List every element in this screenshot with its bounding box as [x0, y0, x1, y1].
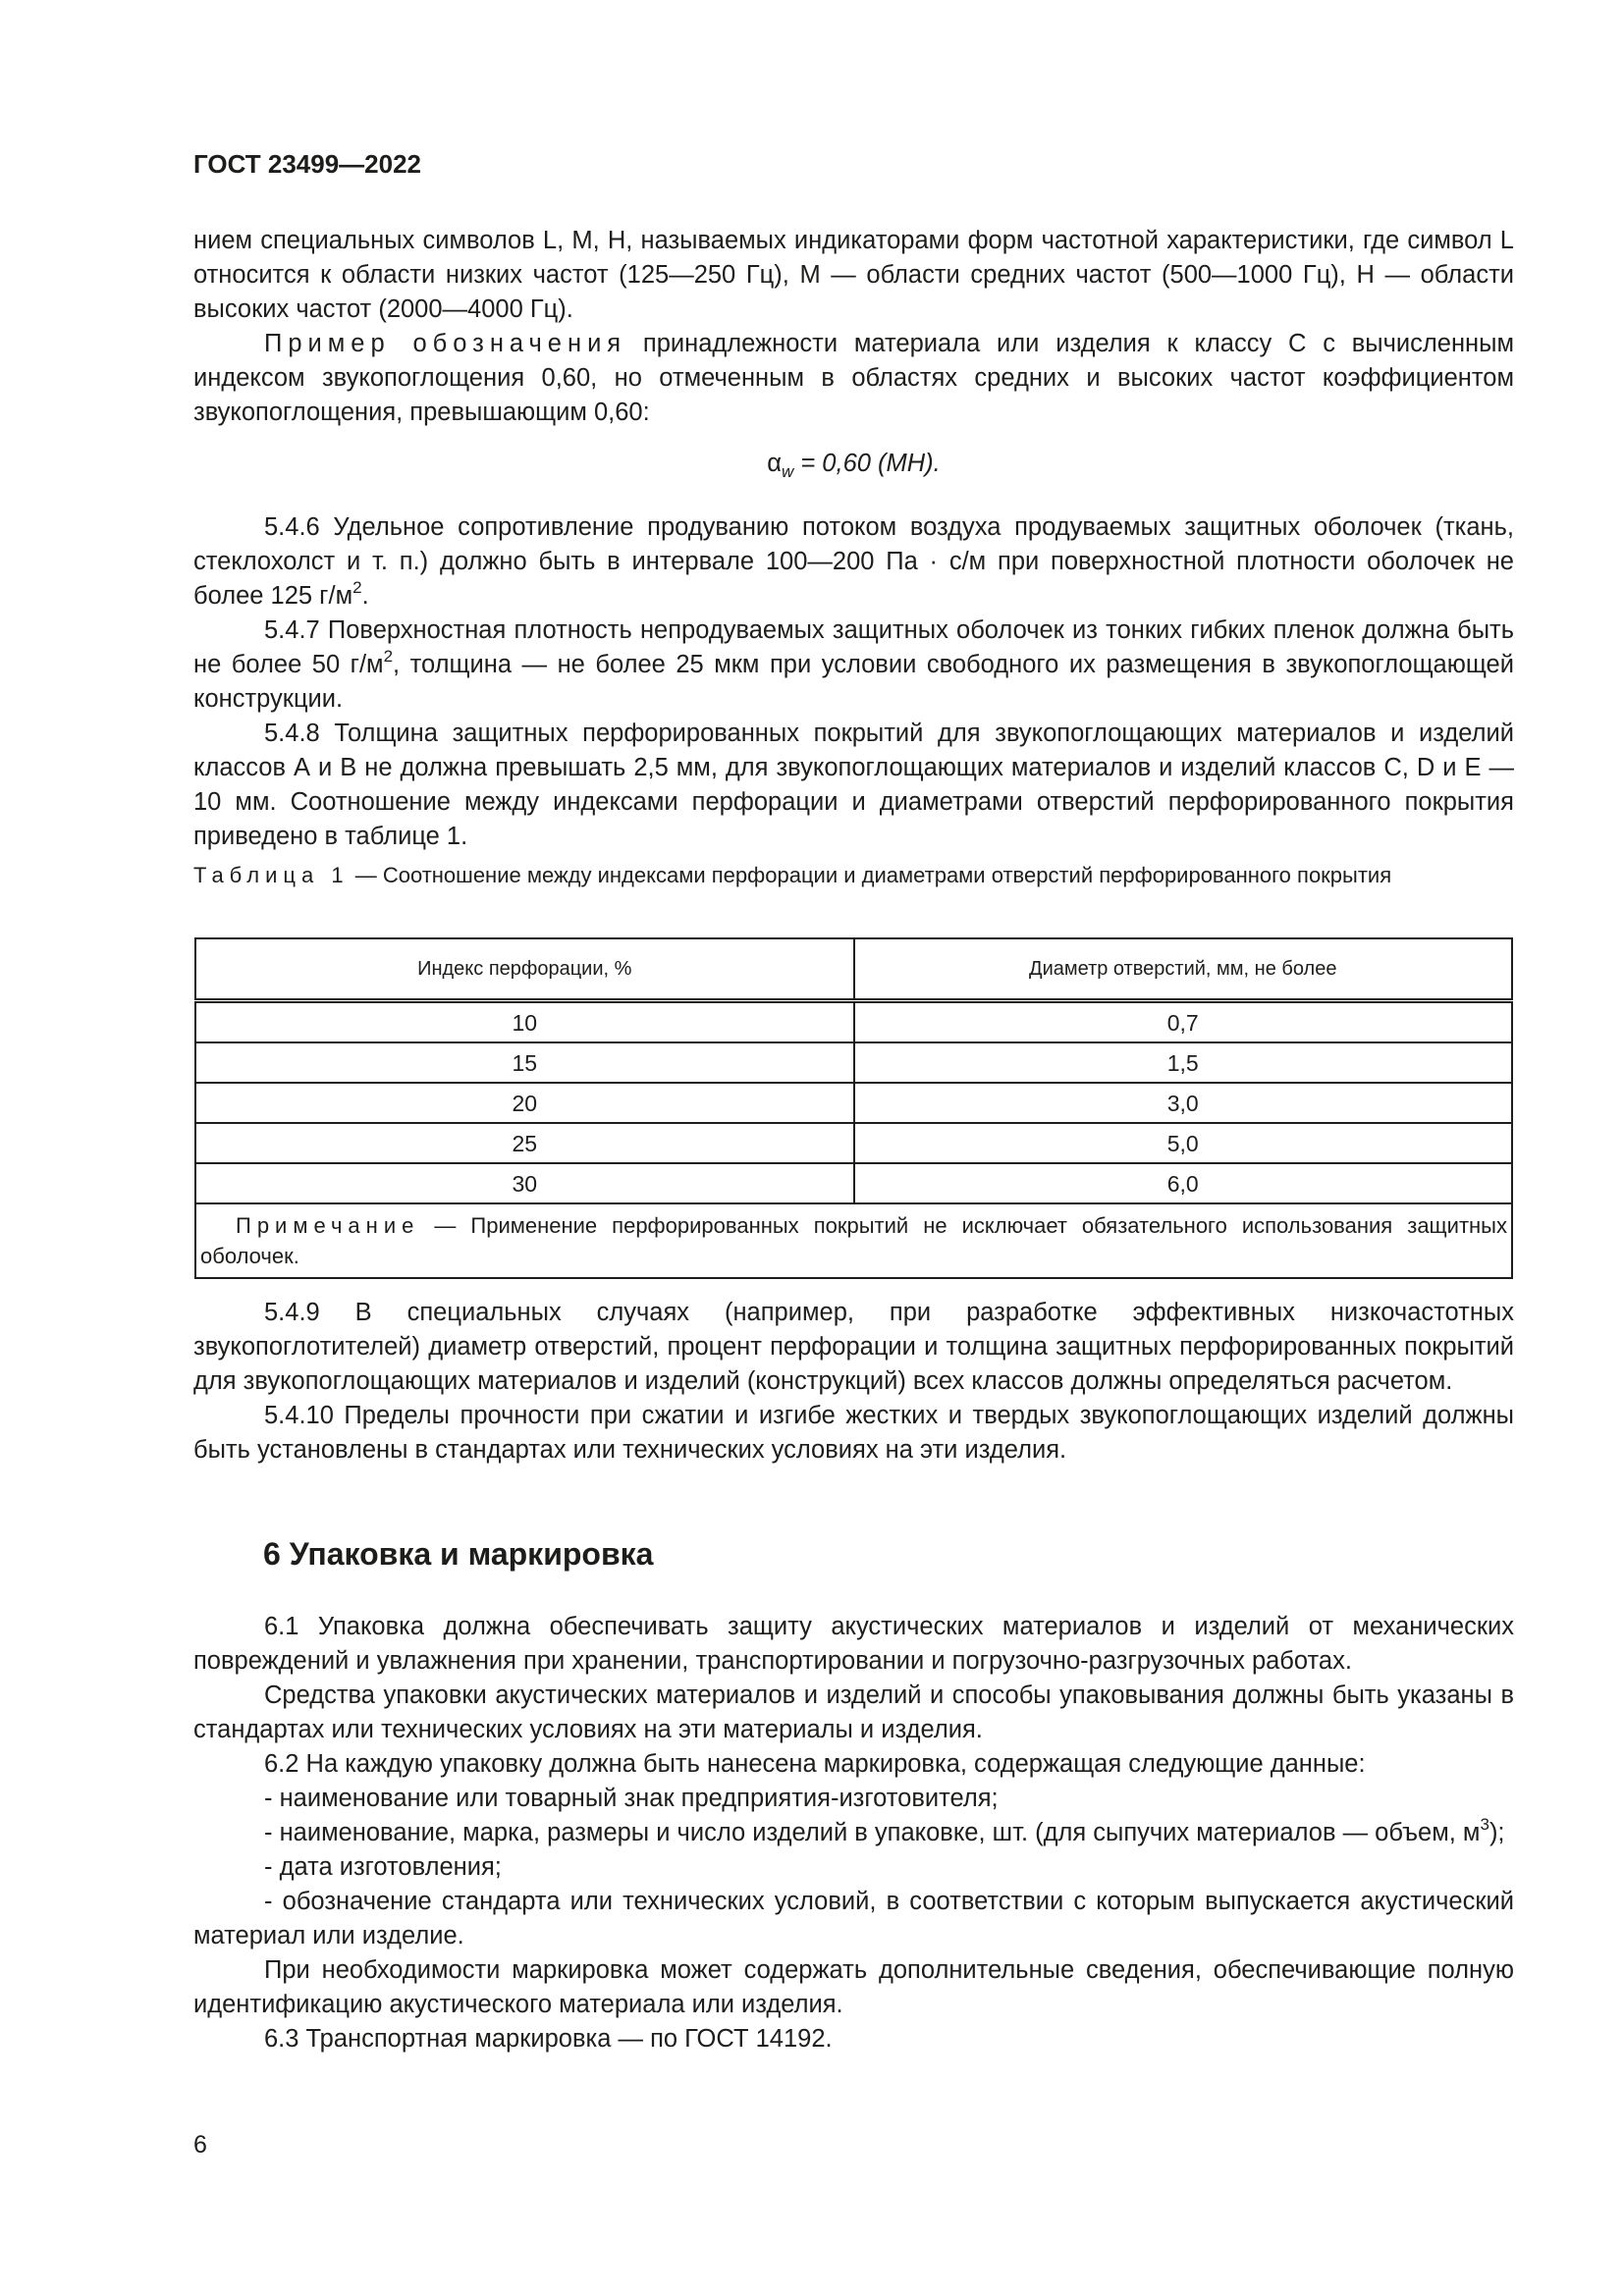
- table-note-label: Примечание: [236, 1213, 420, 1238]
- table-cell: 30: [195, 1163, 854, 1203]
- clause-5-4-7-text: 5.4.7 Поверхностная плотность непродуваемых защитных оболочек из тонких гибких пленок должна быть не более 50 г/м: [193, 616, 1514, 678]
- clause-5-4-9: 5.4.9 В специальных случаях (например, при разработке эффективных низкочастотных звукопоглотителей) диаметр отверстий, процент перфорации и толщина защитных перфорированных покрытий для звукопоглощающих материалов и изделий (конструкций) всех классов должны определяться расчетом.: [193, 1299, 1514, 1395]
- intro-paragraph: нием специальных символов L, M, H, называемых индикаторами форм частотной характеристики, где символ L относится к области низких частот (125—250 Гц), M — области средних частот (500—1000 Гц), H — области высоких частот (2000—4000 Гц).: [193, 227, 1514, 323]
- clause-5-4-7-text-end: , толщина — не более 25 мкм при условии свободного их размещения в звукопоглощающей конструкции.: [193, 651, 1514, 713]
- clause-6-1-continued: Средства упаковки акустических материалов и изделий и способы упаковывания должны быть указаны в стандартах или технических условиях на эти материалы и изделия.: [193, 1682, 1514, 1743]
- clauses-after-block: [193, 1296, 1514, 1468]
- list-item: [193, 1816, 1514, 1850]
- table-header-row: [195, 938, 1512, 1001]
- table-row: [195, 1001, 1512, 1043]
- table-note-row: [195, 1203, 1512, 1278]
- table-caption-text: — Соотношение между индексами перфорации и диаметрами отверстий перфорированного покрытия: [349, 863, 1392, 887]
- table-cell: 20: [195, 1083, 854, 1123]
- table-row: [195, 1083, 1512, 1123]
- list-item-sup: 3: [1480, 1814, 1489, 1834]
- clauses-block: [193, 510, 1514, 854]
- table-row: [195, 1042, 1512, 1083]
- table-cell: 1,5: [854, 1042, 1513, 1083]
- list-item: - обозначение стандарта или технических условий, в соответствии с которым выпускается акустический материал или изделие.: [193, 1888, 1514, 1949]
- table-cell: 25: [195, 1123, 854, 1163]
- table-row: [195, 1163, 1512, 1203]
- table-cell: 0,7: [854, 1001, 1513, 1043]
- clause-5-4-6: [193, 510, 1514, 614]
- clause-6-2-continued: При необходимости маркировка может содержать дополнительные сведения, обеспечивающие полную идентификацию акустического материала или изделия.: [193, 1956, 1514, 2018]
- formula-subscript: w: [781, 462, 794, 482]
- example-text: принадлежности материала или изделия к классу С с вычисленным индексом звукопоглощения 0,60, но отмеченным в областях средних и высоких частот коэффициентом звукопоглощения, превышающим 0,60:: [193, 330, 1514, 426]
- clause-5-4-6-text: 5.4.6 Удельное сопротивление продуванию потоком воздуха продуваемых защитных оболочек (ткань, стеклохолст и т. п.) должно быть в интервале 100—200 Па · с/м при поверхностной плотности оболочек не более 125 г/м: [193, 513, 1514, 610]
- formula-alpha: α: [767, 450, 782, 477]
- clause-5-4-6-sup: 2: [352, 577, 362, 597]
- table-header-hole-diameter: Диаметр отверстий, мм, не более: [854, 938, 1513, 1001]
- table-1: [194, 937, 1513, 1279]
- formula: [193, 447, 1514, 481]
- example-paragraph: [193, 327, 1514, 430]
- page-number: 6: [193, 2131, 207, 2159]
- list-item-text: - наименование, марка, размеры и число изделий в упаковке, шт. (для сыпучих материалов — объем, м: [264, 1819, 1481, 1846]
- clause-6-3: 6.3 Транспортная маркировка — по ГОСТ 14192.: [264, 2025, 833, 2053]
- table-row: [195, 1123, 1512, 1163]
- intro-block: [193, 224, 1514, 430]
- section-6-heading: 6 Упаковка и маркировка: [263, 1536, 654, 1572]
- table-note-text: — Применение перфорированных покрытий не исключает обязательного использования защитных оболочек.: [200, 1213, 1507, 1268]
- table-note: [195, 1203, 1512, 1278]
- section-6-block: [193, 1610, 1514, 2056]
- clause-5-4-7: [193, 614, 1514, 717]
- table-cell: 5,0: [854, 1123, 1513, 1163]
- table-caption: [193, 860, 1514, 890]
- table-caption-label: Таблица 1: [193, 863, 350, 887]
- table-header-perforation-index: Индекс перфорации, %: [195, 938, 854, 1001]
- clause-5-4-10: 5.4.10 Пределы прочности при сжатии и изгибе жестких и твердых звукопоглощающих изделий должны быть установлены в стандартах или технических условиях на эти изделия.: [193, 1402, 1514, 1464]
- table-cell: 6,0: [854, 1163, 1513, 1203]
- table-cell: 3,0: [854, 1083, 1513, 1123]
- clause-5-4-6-end: .: [361, 582, 369, 610]
- table-cell: 15: [195, 1042, 854, 1083]
- example-label: Пример обозначения: [264, 330, 627, 357]
- clause-5-4-8: 5.4.8 Толщина защитных перфорированных покрытий для звукопоглощающих материалов и изделий классов А и В не должна превышать 2,5 мм, для звукопоглощающих материалов и изделий классов С, D и E — 10 мм. Соотношение между индексами перфорации и диаметрами отверстий перфорированного покрытия приведено в таблице 1.: [193, 720, 1514, 850]
- list-item: - дата изготовления;: [264, 1853, 502, 1881]
- list-item: - наименование или товарный знак предприятия-изготовителя;: [264, 1785, 999, 1812]
- clause-6-2: 6.2 На каждую упаковку должна быть нанесена маркировка, содержащая следующие данные:: [264, 1750, 1366, 1778]
- formula-rest: = 0,60 (MH).: [793, 450, 941, 477]
- document-header: ГОСТ 23499—2022: [193, 149, 421, 179]
- list-item-text-end: );: [1489, 1819, 1505, 1846]
- clause-6-1: 6.1 Упаковка должна обеспечивать защиту акустических материалов и изделий от механических повреждений и увлажнения при хранении, транспортировании и погрузочно-разгрузочных работах.: [193, 1613, 1514, 1675]
- table-cell: 10: [195, 1001, 854, 1043]
- clause-5-4-7-sup: 2: [383, 646, 394, 666]
